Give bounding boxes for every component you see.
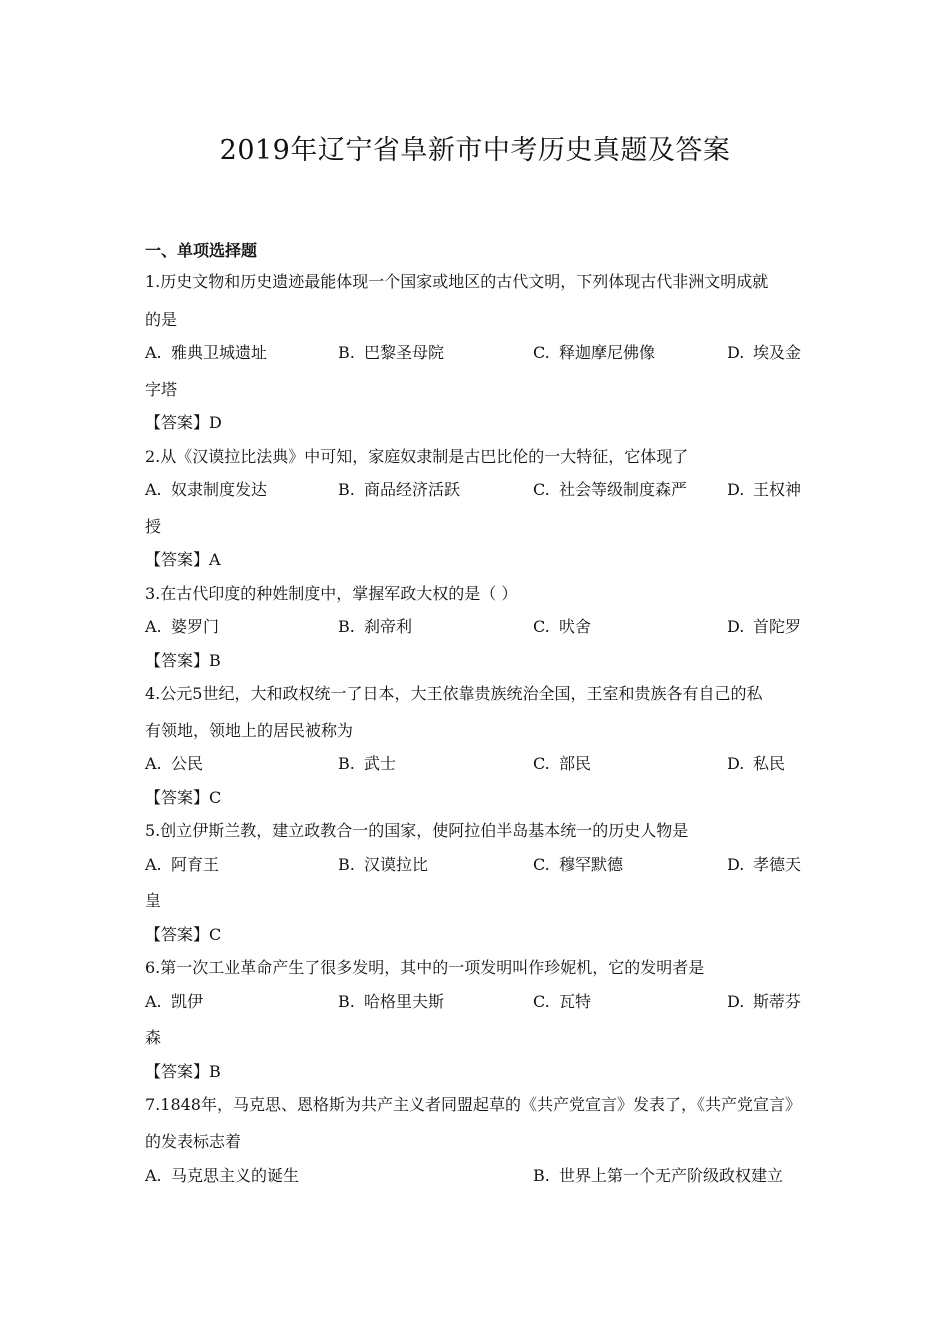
page-title: 2019年辽宁省阜新市中考历史真题及答案 <box>219 135 731 166</box>
question-1-stem-line-2: 的是 <box>145 310 178 329</box>
question-4-option-a: A. 公民 <box>145 754 204 773</box>
question-6-stem-line-1: 6.第一次工业革命产生了很多发明，其中的一项发明叫作珍妮机，它的发明者是 <box>145 958 705 977</box>
question-4-option-d: D. 私民 <box>727 754 786 773</box>
question-5-option-wrap: 皇 <box>145 891 162 910</box>
question-4-option-c: C. 部民 <box>533 754 592 773</box>
question-6-answer: 【答案】B <box>145 1062 221 1081</box>
question-2-answer: 【答案】A <box>145 550 221 569</box>
question-3-answer: 【答案】B <box>145 651 221 670</box>
question-7-option-a: A. 马克思主义的诞生 <box>145 1166 300 1185</box>
question-5-option-a: A. 阿育王 <box>145 855 220 874</box>
question-6-option-b: B. 哈格里夫斯 <box>338 992 445 1011</box>
question-2-option-wrap: 授 <box>145 517 162 536</box>
question-5-answer: 【答案】C <box>145 925 222 944</box>
question-1-option-a: A. 雅典卫城遗址 <box>145 343 268 362</box>
question-6-option-a: A. 凯伊 <box>145 992 204 1011</box>
question-7-stem-line-1: 7.1848年，马克思、恩格斯为共产主义者同盟起草的《共产党宣言》发表了，《共产党宣言》 <box>145 1095 801 1114</box>
question-5-option-d: D. 孝德天 <box>727 855 802 874</box>
question-4-answer: 【答案】C <box>145 788 222 807</box>
question-5-option-c: C. 穆罕默德 <box>533 855 624 874</box>
question-2-option-b: B. 商品经济活跃 <box>338 480 461 499</box>
question-5-option-b: B. 汉谟拉比 <box>338 855 429 874</box>
question-5-stem-line-1: 5.创立伊斯兰教，建立政教合一的国家，使阿拉伯半岛基本统一的历史人物是 <box>145 821 689 840</box>
question-1-stem-line-1: 1.历史文物和历史遗迹最能体现一个国家或地区的古代文明，下列体现古代非洲文明成就 <box>145 272 769 291</box>
question-6-option-d: D. 斯蒂芬 <box>727 992 802 1011</box>
question-2-stem-line-1: 2.从《汉谟拉比法典》中可知，家庭奴隶制是古巴比伦的一大特征，它体现了 <box>145 447 689 466</box>
question-7-stem-line-2: 的发表标志着 <box>145 1132 242 1151</box>
question-6-option-wrap: 森 <box>145 1028 162 1047</box>
question-3-stem-line-1: 3.在古代印度的种姓制度中，掌握军政大权的是（ ） <box>145 584 518 603</box>
question-2-option-d: D. 王权神 <box>727 480 802 499</box>
question-4-stem-line-1: 4.公元5世纪，大和政权统一了日本，大王依靠贵族统治全国，王室和贵族各有自己的私 <box>145 684 763 703</box>
question-1-option-c: C. 释迦摩尼佛像 <box>533 343 656 362</box>
question-2-option-a: A. 奴隶制度发达 <box>145 480 268 499</box>
question-1-answer: 【答案】D <box>145 413 222 432</box>
question-4-option-b: B. 武士 <box>338 754 397 773</box>
section-heading: 一、单项选择题 <box>145 241 258 260</box>
question-3-option-c: C. 吠舍 <box>533 617 592 636</box>
question-1-option-wrap: 字塔 <box>145 380 178 399</box>
question-1-option-b: B. 巴黎圣母院 <box>338 343 445 362</box>
question-3-option-b: B. 刹帝利 <box>338 617 413 636</box>
question-6-option-c: C. 瓦特 <box>533 992 592 1011</box>
question-7-option-b: B. 世界上第一个无产阶级政权建立 <box>533 1166 784 1185</box>
question-4-stem-line-2: 有领地，领地上的居民被称为 <box>145 721 354 740</box>
question-1-option-d: D. 埃及金 <box>727 343 802 362</box>
question-2-option-c: C. 社会等级制度森严 <box>533 480 688 499</box>
question-3-option-a: A. 婆罗门 <box>145 617 220 636</box>
question-3-option-d: D. 首陀罗 <box>727 617 802 636</box>
